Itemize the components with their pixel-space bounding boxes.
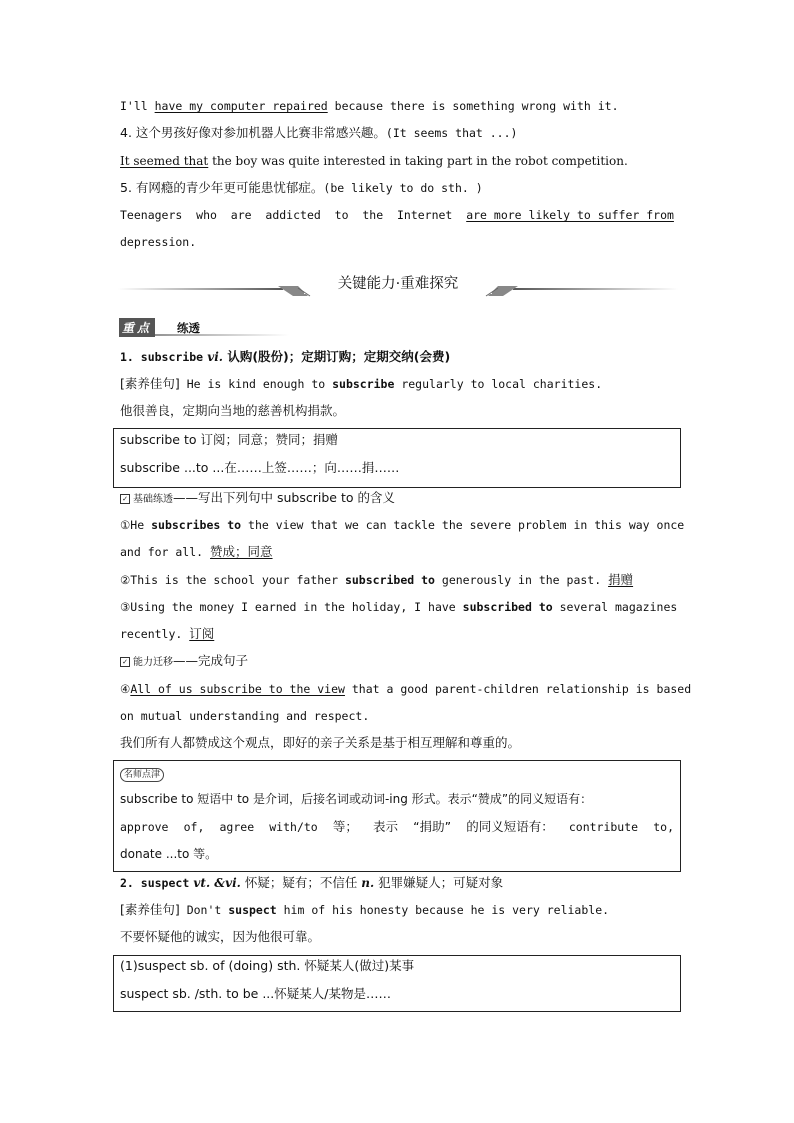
usage-line	[120, 958, 414, 974]
exercise-1	[120, 517, 684, 533]
teacher-note-line	[120, 846, 217, 862]
teacher-note-seal: 名师点津	[120, 768, 164, 782]
word: 表示	[372, 819, 398, 834]
usage-text: (1)suspect sb. of (doing) sth. 怀疑某人(做过)某事	[120, 958, 415, 973]
item-number: 2.	[120, 876, 141, 890]
text: ④	[120, 682, 131, 696]
usage-line	[120, 432, 338, 448]
text: ③Using the money I earned in the holiday, I have	[120, 600, 463, 614]
definition: 犯罪嫌疑人；可疑对象	[374, 875, 504, 890]
text: depression.	[120, 235, 197, 249]
answer: are more likely to suffer from	[466, 208, 674, 222]
text: him of his honesty because he is very reliable.	[276, 903, 610, 917]
text: that a good parent-children relationship is based	[344, 682, 692, 696]
example-tag: [素养佳句]	[120, 376, 180, 391]
text: generously in the past.	[434, 573, 609, 587]
word: are	[230, 208, 252, 222]
skill-tag: 能力迁移	[133, 657, 173, 668]
keyword: suspect	[228, 903, 277, 917]
exercise-4-cont: on mutual understanding and respect.	[120, 709, 370, 723]
skill-heading	[120, 653, 248, 671]
answer: 捐赠	[608, 572, 634, 587]
keyword: subscribe	[332, 377, 395, 391]
word: to	[334, 208, 349, 222]
part-of-speech: n.	[361, 876, 375, 890]
answer-line-5-cont	[120, 234, 196, 250]
question-text: 5. 有网瘾的青少年更可能患忧郁症。	[120, 180, 324, 195]
exercise-1-cont	[120, 544, 273, 560]
section-badge: 重点	[119, 318, 155, 337]
answer-line-1	[120, 98, 619, 114]
text: because there is something wrong with it.	[327, 99, 619, 113]
word: approve	[120, 820, 169, 834]
item-2-heading	[120, 875, 503, 891]
note-text: subscribe to 短语中 to 是介词，后接名词或动词-ing 形式。表示“赞成”的同义短语有：	[120, 792, 593, 806]
keyword: subscribed to	[462, 600, 553, 614]
definition: 怀疑；疑有；不信任	[240, 875, 362, 890]
item-1-example	[120, 376, 602, 392]
usage-line	[120, 460, 399, 476]
answer: All of us subscribe to the view	[130, 682, 345, 696]
teacher-note-line	[120, 819, 674, 835]
text: several magazines	[552, 600, 678, 614]
exercise-3-cont	[120, 626, 214, 642]
headword: subscribe	[140, 350, 204, 364]
text: regularly to local charities.	[394, 377, 603, 391]
teacher-note-line	[120, 791, 592, 807]
part-of-speech: vi.	[203, 350, 223, 364]
word: the	[362, 208, 384, 222]
section-label	[119, 318, 289, 338]
word: agree	[219, 820, 255, 834]
answer: have my computer repaired	[154, 99, 328, 113]
drill-tag: 基础练透	[133, 494, 173, 505]
item-2-example-translation: 不要怀疑他的诚实，因为他很可靠。	[120, 929, 321, 944]
exercise-3	[120, 599, 677, 615]
item-1-heading	[120, 349, 450, 365]
headword: suspect	[140, 876, 190, 890]
answer-line-4	[120, 153, 628, 169]
text: and for all.	[120, 545, 211, 559]
note-text: donate ...to 等。	[120, 847, 218, 861]
checkbox-icon: ✓	[120, 494, 130, 504]
word: with/to	[269, 820, 318, 834]
answer-line-5	[120, 207, 674, 223]
keyword: subscribed to	[344, 573, 435, 587]
drill-heading	[120, 490, 395, 508]
banner-title: 关键能力·重难探究	[337, 276, 459, 292]
teacher-note-heading	[120, 765, 164, 782]
usage-text: subscribe to 订阅；同意；赞同；捐赠	[120, 432, 338, 447]
word: 等；	[332, 819, 358, 834]
item-number: 1.	[120, 350, 141, 364]
exercise-4	[120, 681, 691, 697]
hint: (be likely to do sth. )	[323, 181, 483, 195]
text: ②This is the school your father	[120, 573, 345, 587]
word: Internet	[396, 208, 453, 222]
text: the boy was quite interested in taking part in the robot competition.	[208, 154, 628, 168]
question-text: 4. 这个男孩好像对参加机器人比赛非常感兴趣。	[120, 125, 386, 140]
example-tag: [素养佳句]	[120, 902, 180, 917]
skill-instruction: ——完成句子	[173, 653, 249, 668]
question-5	[120, 180, 483, 196]
checkbox-icon: ✓	[120, 657, 130, 667]
answer: 赞成；同意	[210, 544, 273, 559]
text: I'll	[120, 99, 155, 113]
text: ①He	[120, 518, 152, 532]
hint: (It seems that ...)	[385, 126, 518, 140]
text: He is kind enough to	[179, 377, 333, 391]
keyword: subscribes to	[151, 518, 242, 532]
definition: 认购(股份)；定期订购；定期交纳(会费)	[222, 349, 451, 364]
word: “捐助”	[413, 819, 452, 834]
exercise-2	[120, 572, 633, 588]
item-1-example-translation: 他很善良，定期向当地的慈善机构捐款。	[120, 403, 346, 418]
word: who	[196, 208, 217, 222]
usage-text: suspect sb. /sth. to be ...怀疑某人/某物是……	[120, 986, 391, 1001]
answer: It seemed that	[120, 154, 209, 168]
answer: 订阅	[189, 626, 215, 641]
question-4	[120, 125, 517, 141]
word: contribute	[568, 820, 639, 834]
part-of-speech: vt. &vi.	[189, 876, 241, 890]
text: recently.	[120, 627, 190, 641]
word: addicted	[265, 208, 321, 222]
word: to,	[653, 820, 674, 834]
word: Teenagers	[120, 208, 183, 222]
section-label-text: 练透	[177, 321, 200, 335]
exercise-4-translation: 我们所有人都赞成这个观点，即好的亲子关系是基于相互理解和尊重的。	[120, 735, 521, 750]
text: Don't	[179, 903, 229, 917]
section-banner	[118, 266, 678, 300]
usage-line	[120, 986, 391, 1002]
item-2-example	[120, 902, 609, 918]
text: the view that we can tackle the severe problem in this way once	[241, 518, 685, 532]
usage-text: subscribe ...to ...在……上签……；向……捐……	[120, 460, 400, 475]
drill-instruction: ——写出下列句中 subscribe to 的含义	[173, 490, 395, 505]
word: 的同义短语有：	[466, 819, 554, 834]
word: of,	[183, 820, 205, 834]
